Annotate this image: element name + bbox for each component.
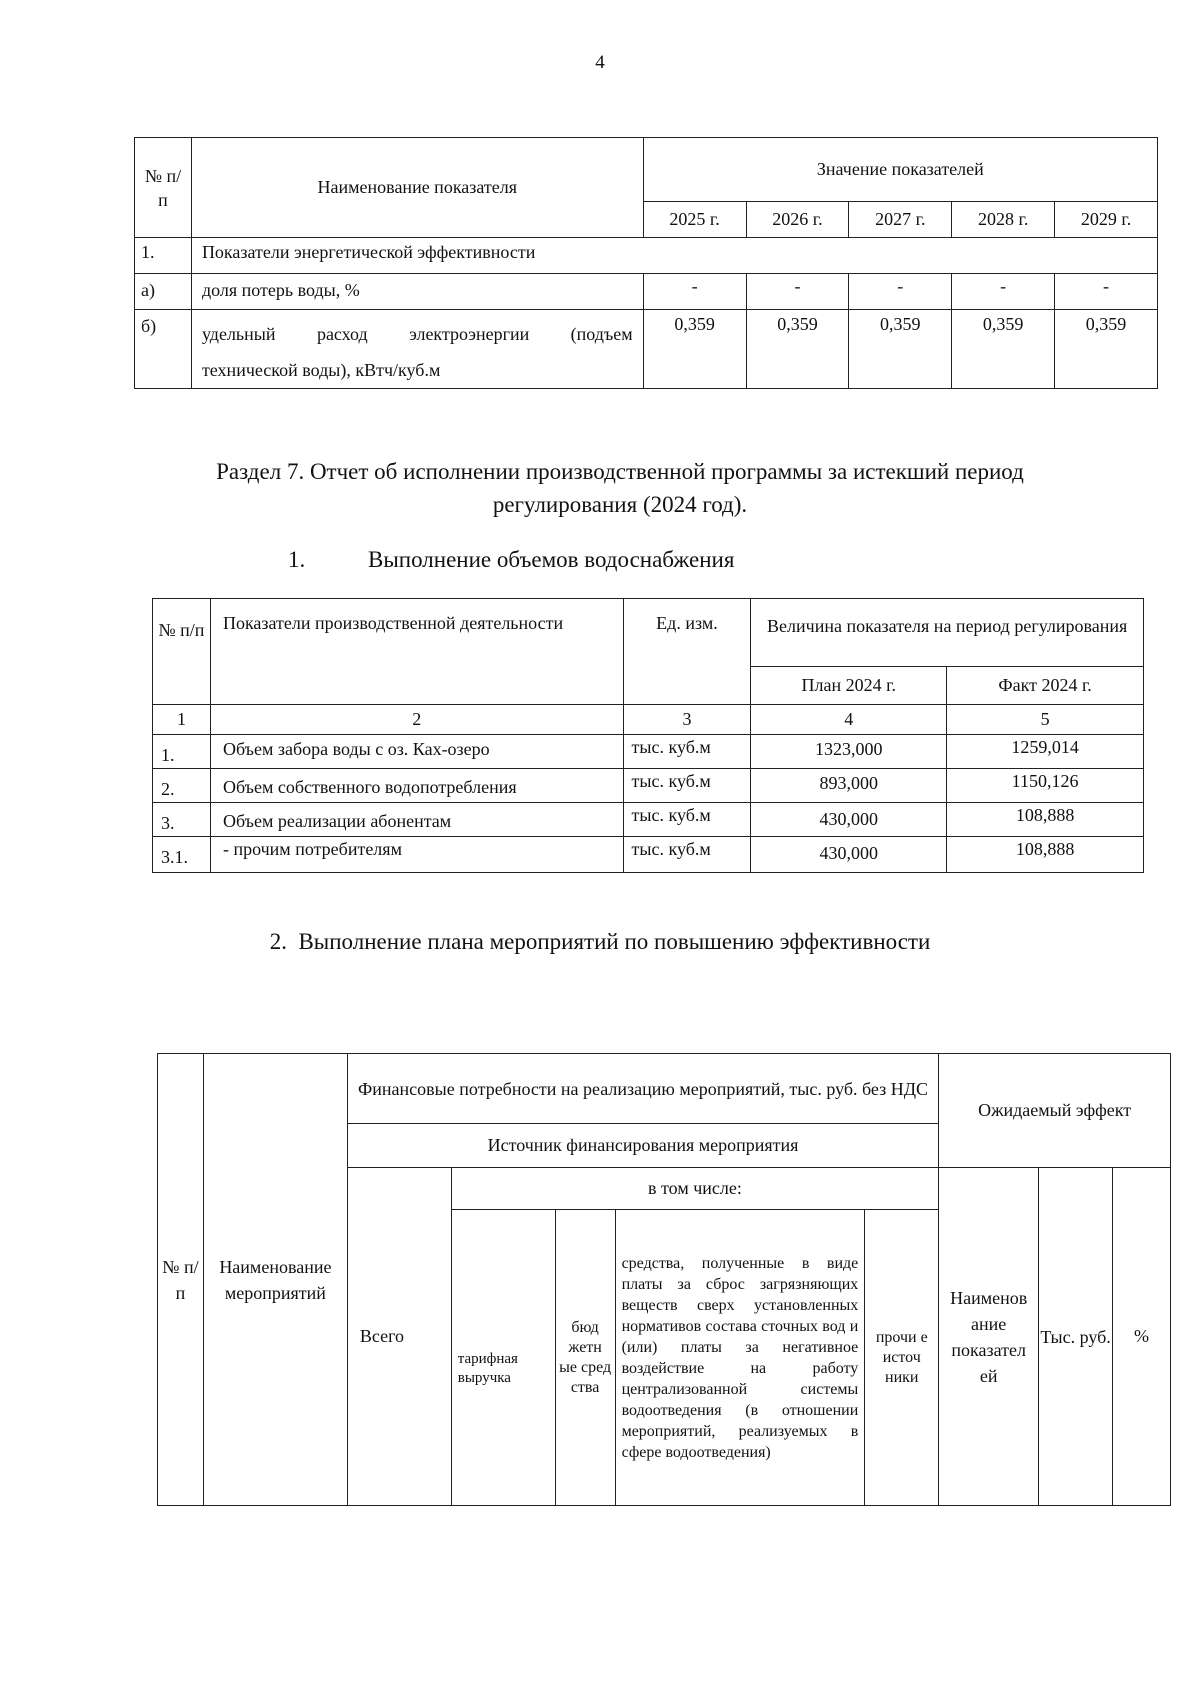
col-unit-header: Ед. изм. [623,599,751,705]
section-num: 1. [135,238,192,274]
col-num-header: № п/п [153,599,211,705]
table-row [153,769,1144,803]
year-header: 2025 г. [643,202,746,238]
col-indicator-header: Показатели производственной деятельности [210,599,623,705]
section7-title: Раздел 7. Отчет об исполнении производственной программы за истекший период регулирования (2024 год). [216,459,1024,517]
col-number: 1 [153,705,211,735]
col-finance-header: Финансовые потребности на реализацию мероприятий, тыс. руб. без НДС [347,1054,938,1124]
subsection2-title: Выполнение плана мероприятий по повышению эффективности [298,929,931,954]
col-budget-header: бюд жетн ые сред ства [555,1210,615,1506]
row-num: 1. [153,735,211,769]
value-cell: 0,359 [849,310,952,389]
word: электроэнергии [409,324,530,344]
row-name: доля потерь воды, % [191,274,643,310]
row-name [191,310,643,389]
col-num-header: № п/п [158,1054,204,1506]
year-header: 2026 г. [746,202,849,238]
row-fact: 1150,126 [947,769,1144,803]
col-values-header: Значение показателей [643,138,1157,202]
col-other-header: прочи е источ ники [865,1210,939,1506]
subsection2-heading [0,929,1200,955]
row-num: 2. [153,769,211,803]
table-row [153,735,1144,769]
col-fees-header: средства, полученные в виде платы за сброс загрязняющих веществ сверх установленных нормативов состава сточных вод и (или) платы за негативное воздействие на работу централизованной системы водоотведения (в отношении мероприятий, реализуемых в сфере водоотведения) [615,1210,865,1506]
page-number: 4 [595,52,605,73]
row-plan: 893,000 [751,769,947,803]
row-unit: тыс. куб.м [623,837,751,873]
row-plan: 430,000 [751,837,947,873]
col-effect-header: Ожидаемый эффект [939,1054,1171,1168]
row-fact: 108,888 [947,837,1144,873]
row-plan: 430,000 [751,803,947,837]
subsection1-title: Выполнение объемов водоснабжения [368,547,735,572]
value-cell: 0,359 [746,310,849,389]
row-num: б) [135,310,192,389]
table-row [135,274,1158,310]
row-name: - прочим потребителям [210,837,623,873]
word: удельный [201,324,276,344]
value-cell: 0,359 [952,310,1055,389]
year-header: 2029 г. [1055,202,1158,238]
row-unit: тыс. куб.м [623,769,751,803]
row-num: 3.1. [153,837,211,873]
table-row [153,837,1144,873]
table-row [153,803,1144,837]
row-name: Объем собственного водопотребления [210,769,623,803]
measures-plan-table [157,1053,1171,1506]
col-number: 3 [623,705,751,735]
col-number: 4 [751,705,947,735]
col-source-header: Источник финансирования мероприятия [347,1124,938,1168]
word: (подъем [570,324,633,344]
year-header: 2027 г. [849,202,952,238]
col-fact-header: Факт 2024 г. [947,667,1144,705]
value-cell: - [849,274,952,310]
col-including-header: в том числе: [451,1168,938,1210]
col-value-header: Величина показателя на период регулирования [751,599,1144,667]
col-total-header: Всего [347,1168,451,1506]
row-fact: 108,888 [947,803,1144,837]
value-cell: 0,359 [643,310,746,389]
value-cell: - [643,274,746,310]
water-supply-table [152,598,1144,873]
col-indicator-name-header: Наименов ание показател ей [939,1168,1039,1506]
row-num: а) [135,274,192,310]
value-cell: - [746,274,849,310]
word: расход [316,324,368,344]
subsection1-num: 1. [288,547,306,572]
row-name-line2: технической воды), кВтч/куб.м [201,360,441,380]
row-fact: 1259,014 [947,735,1144,769]
col-thousand-rub-header: Тыс. руб. [1039,1168,1113,1506]
row-name: Объем реализации абонентам [210,803,623,837]
value-cell: - [952,274,1055,310]
row-num: 3. [153,803,211,837]
col-num-header: № п/п [135,138,192,238]
col-number: 2 [210,705,623,735]
table-row [135,310,1158,389]
section-name: Показатели энергетической эффективности [191,238,1157,274]
row-name: Объем забора воды с оз. Ках-озеро [210,735,623,769]
row-name-line1 [202,316,633,352]
col-name-header: Наименование показателя [191,138,643,238]
row-plan: 1323,000 [751,735,947,769]
row-unit: тыс. куб.м [623,735,751,769]
col-plan-header: План 2024 г. [751,667,947,705]
col-number: 5 [947,705,1144,735]
value-cell: - [1055,274,1158,310]
value-cell: 0,359 [1055,310,1158,389]
energy-efficiency-table [134,137,1158,389]
row-unit: тыс. куб.м [623,803,751,837]
col-tariff-header: тарифная выручка [451,1210,555,1506]
col-name-header: Наименование мероприятий [203,1054,347,1506]
subsection1-heading [288,547,734,573]
year-header: 2028 г. [952,202,1055,238]
subsection2-num: 2. [269,929,287,954]
col-percent-header: % [1113,1168,1171,1506]
